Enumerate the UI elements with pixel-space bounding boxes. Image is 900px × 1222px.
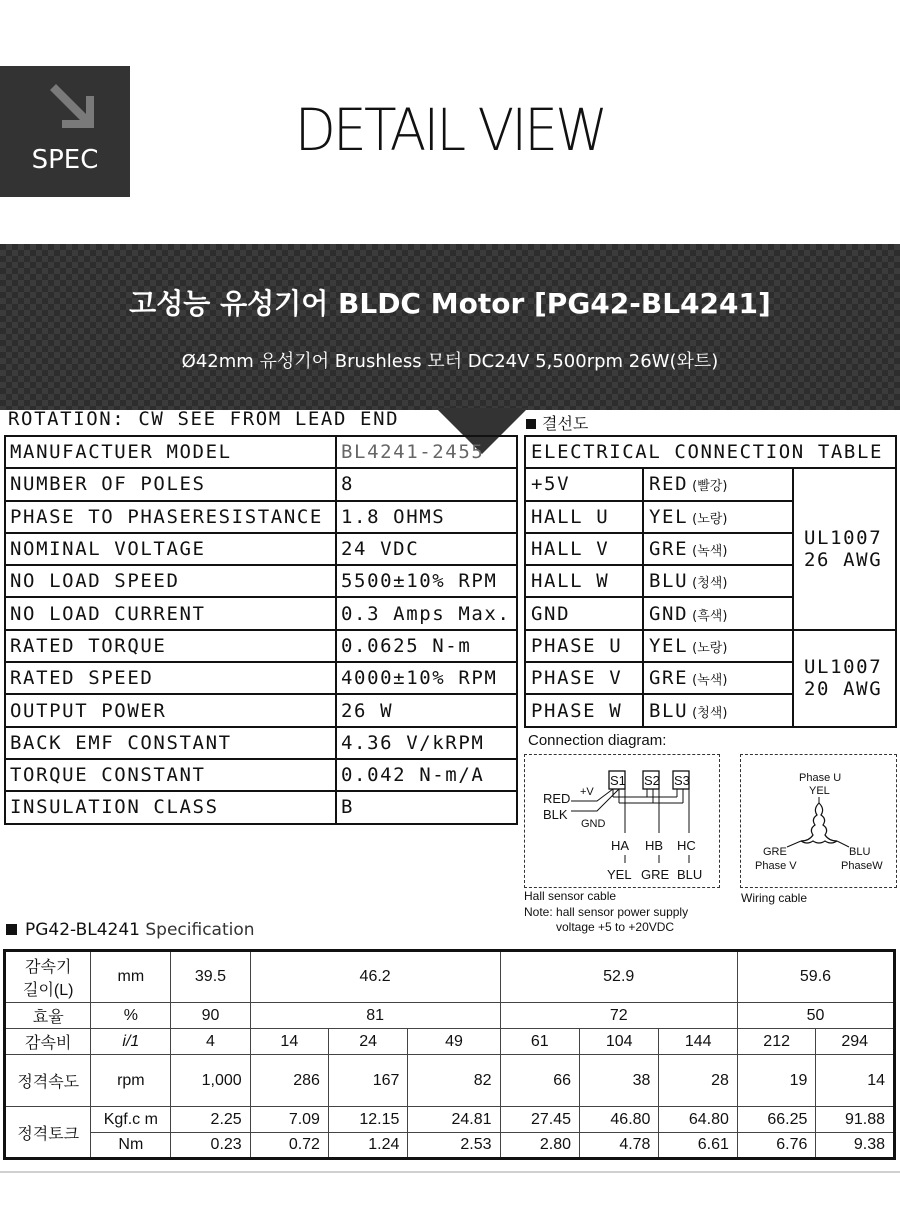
spec-badge-label: SPEC (31, 145, 99, 175)
value-cell: 4.78 (580, 1133, 659, 1159)
gearbox-model: PG42-BL4241 (25, 920, 140, 940)
rotation-note: ROTATION: CW SEE FROM LEAD END (8, 408, 400, 430)
value-cell: 1,000 (171, 1055, 250, 1107)
table-row (5, 1029, 895, 1055)
sensor-s1-label: S1 (610, 773, 626, 788)
connection-heading-text: 결선도 (542, 414, 589, 433)
wire-color-code: GRE (649, 667, 689, 690)
value-cell: 49 (408, 1029, 500, 1055)
phase-u-color: YEL (809, 785, 830, 797)
plus-v-label: +V (580, 786, 594, 798)
value-cell: 28 (659, 1055, 737, 1107)
value-cell: 167 (328, 1055, 407, 1107)
motor-spec-table (4, 435, 518, 825)
wire-color-code: GRE (649, 538, 689, 561)
cable-type: UL1007 (804, 656, 883, 679)
hall-power-note-voltage: voltage +5 to +20VDC (556, 920, 675, 934)
table-row (5, 468, 517, 500)
value-cell: 66 (500, 1055, 579, 1107)
product-banner (0, 244, 900, 410)
row-label-line: 감속기 (25, 959, 72, 976)
hb-label: HB (645, 838, 664, 853)
spec-label: MANUFACTUER MODEL (5, 436, 336, 468)
value-cell: 14 (816, 1055, 895, 1107)
table-row (5, 501, 517, 533)
red-wire-label: RED (543, 791, 571, 806)
value-cell: 52.9 (500, 951, 737, 1003)
spec-value: 4000±10% RPM (336, 662, 517, 694)
gnd-label: GND (581, 818, 606, 830)
spec-label: INSULATION CLASS (5, 791, 336, 823)
unit-cell: i/1 (91, 1029, 171, 1055)
wire-color-korean: (녹색) (692, 544, 728, 560)
spec-label: RATED TORQUE (5, 630, 336, 662)
spec-value: B (336, 791, 517, 823)
banner-title: 고성능 유성기어 BLDC Motor [PG42-BL4241] (129, 287, 771, 320)
cable-spec-phase (793, 630, 896, 727)
spec-label: NO LOAD SPEED (5, 565, 336, 597)
signal-name: PHASE U (525, 630, 643, 662)
gearbox-spec-heading (6, 920, 255, 940)
square-bullet-icon (526, 419, 536, 429)
signal-name: HALL V (525, 533, 643, 565)
table-row (5, 630, 517, 662)
hc-label: HC (677, 838, 696, 853)
table-row (525, 630, 896, 662)
value-cell: 14 (250, 1029, 328, 1055)
value-cell: 4 (171, 1029, 250, 1055)
value-cell: 1.24 (328, 1133, 407, 1159)
table-row (5, 727, 517, 759)
hall-power-note: Note: hall sensor power supply (524, 905, 689, 919)
value-cell: 286 (250, 1055, 328, 1107)
unit-cell: rpm (91, 1055, 171, 1107)
value-cell: 66.25 (737, 1107, 815, 1133)
hall-sensor-diagram (524, 754, 720, 888)
wiring-diagram (740, 754, 897, 888)
wire-color-code: BLU (649, 570, 689, 593)
spec-value: 26 W (336, 694, 517, 726)
wire-color-korean: (청색) (692, 705, 728, 721)
wire-color (643, 468, 793, 500)
value-cell: 212 (737, 1029, 815, 1055)
value-cell: 81 (250, 1003, 500, 1029)
spec-label: TORQUE CONSTANT (5, 759, 336, 791)
value-cell: 6.61 (659, 1133, 737, 1159)
table-row (5, 597, 517, 629)
table-row (5, 759, 517, 791)
blu-wire-label: BLU (677, 867, 703, 882)
row-label-length (5, 951, 91, 1003)
ha-label: HA (611, 838, 630, 853)
spec-value: 24 VDC (336, 533, 517, 565)
wire-color-korean: (노랑) (692, 640, 728, 656)
yel-wire-label: YEL (607, 867, 632, 882)
cable-spec-hall (793, 468, 896, 629)
wire-color-korean: (녹색) (692, 673, 728, 689)
table-row (5, 1133, 895, 1159)
spec-label: NO LOAD CURRENT (5, 597, 336, 629)
value-cell: 104 (580, 1029, 659, 1055)
wire-color (643, 501, 793, 533)
row-label-efficiency: 효율 (5, 1003, 91, 1029)
phase-v-label: Phase V (755, 860, 797, 872)
spec-value: 0.0625 N-m (336, 630, 517, 662)
wire-color-code: YEL (649, 634, 689, 657)
value-cell: 90 (171, 1003, 250, 1029)
value-cell: 12.15 (328, 1107, 407, 1133)
spec-label: PHASE TO PHASERESISTANCE (5, 501, 336, 533)
table-row (5, 1107, 895, 1133)
value-cell: 91.88 (816, 1107, 895, 1133)
table-row (5, 1003, 895, 1029)
unit-cell: Kgf.c m (91, 1107, 171, 1133)
hall-sensor-schematic (525, 755, 721, 889)
gre-wire-label: GRE (641, 867, 670, 882)
signal-name: GND (525, 597, 643, 629)
wire-color (643, 630, 793, 662)
unit-cell: % (91, 1003, 171, 1029)
divider (0, 1171, 900, 1173)
value-cell: 46.2 (250, 951, 500, 1003)
spec-label: NUMBER OF POLES (5, 468, 336, 500)
phase-w-label: PhaseW (841, 860, 883, 872)
table-row (5, 951, 895, 1003)
sensor-s2-label: S2 (644, 773, 660, 788)
spec-value: 1.8 OHMS (336, 501, 517, 533)
value-cell: 9.38 (816, 1133, 895, 1159)
signal-name: PHASE W (525, 694, 643, 726)
phase-v-color: GRE (763, 846, 787, 858)
value-cell: 2.53 (408, 1133, 500, 1159)
spec-label: RATED SPEED (5, 662, 336, 694)
value-cell: 19 (737, 1055, 815, 1107)
page-title: DETAIL VIEW (294, 96, 606, 164)
connection-heading (526, 411, 588, 434)
wire-color (643, 597, 793, 629)
value-cell: 38 (580, 1055, 659, 1107)
value-cell: 0.23 (171, 1133, 250, 1159)
value-cell: 64.80 (659, 1107, 737, 1133)
value-cell: 2.80 (500, 1133, 579, 1159)
spec-label: NOMINAL VOLTAGE (5, 533, 336, 565)
wire-color-code: GND (649, 602, 689, 625)
wire-color-korean: (노랑) (692, 511, 728, 527)
square-bullet-icon (6, 924, 17, 935)
signal-name: HALL W (525, 565, 643, 597)
connection-table-title: ELECTRICAL CONNECTION TABLE (525, 436, 896, 468)
value-cell: 27.45 (500, 1107, 579, 1133)
signal-name: HALL U (525, 501, 643, 533)
value-cell: 144 (659, 1029, 737, 1055)
value-cell: 46.80 (580, 1107, 659, 1133)
wire-color-code: RED (649, 473, 689, 496)
banner-subtitle: Ø42mm 유성기어 Brushless 모터 DC24V 5,500rpm 26W(와트) (181, 351, 719, 372)
gearbox-spec-table (3, 949, 896, 1160)
spec-value: 5500±10% RPM (336, 565, 517, 597)
wiring-schematic (741, 755, 898, 889)
table-row (5, 791, 517, 823)
signal-name: PHASE V (525, 662, 643, 694)
wiring-cable-caption: Wiring cable (741, 891, 808, 905)
table-row (5, 1055, 895, 1107)
value-cell: 0.72 (250, 1133, 328, 1159)
spec-label: OUTPUT POWER (5, 694, 336, 726)
table-row (525, 468, 896, 500)
value-cell: 24 (328, 1029, 407, 1055)
cable-gauge: 20 AWG (804, 678, 883, 701)
wire-color (643, 565, 793, 597)
sensor-s3-label: S3 (674, 773, 690, 788)
wire-color-code: BLU (649, 699, 689, 722)
value-cell: 24.81 (408, 1107, 500, 1133)
gearbox-heading-word: Specification (145, 920, 255, 940)
phase-u-label: Phase U (799, 772, 842, 784)
wire-color (643, 533, 793, 565)
phase-w-color: BLU (849, 846, 871, 858)
spec-label: BACK EMF CONSTANT (5, 727, 336, 759)
electrical-connection-table (524, 435, 897, 728)
hall-cable-caption: Hall sensor cable (524, 889, 617, 903)
spec-value: 0.042 N-m/A (336, 759, 517, 791)
value-cell: 72 (500, 1003, 737, 1029)
table-row (5, 565, 517, 597)
table-header-row (525, 436, 896, 468)
cable-type: UL1007 (804, 527, 883, 550)
spec-value: BL4241-2455 (336, 436, 517, 468)
value-cell: 294 (816, 1029, 895, 1055)
spec-value: 8 (336, 468, 517, 500)
blk-wire-label: BLK (543, 807, 568, 822)
value-cell: 50 (737, 1003, 894, 1029)
signal-name: +5V (525, 468, 643, 500)
wire-color (643, 662, 793, 694)
table-row (5, 694, 517, 726)
value-cell: 6.76 (737, 1133, 815, 1159)
value-cell: 2.25 (171, 1107, 250, 1133)
value-cell: 59.6 (737, 951, 894, 1003)
value-cell: 61 (500, 1029, 579, 1055)
row-label-ratio: 감속비 (5, 1029, 91, 1055)
row-label-speed: 정격속도 (5, 1055, 91, 1107)
table-row (5, 436, 517, 468)
unit-cell: mm (91, 951, 171, 1003)
row-label-line: 길이(L) (22, 982, 74, 999)
row-label-torque: 정격토크 (5, 1107, 91, 1159)
spec-value: 4.36 V/kRPM (336, 727, 517, 759)
table-row (5, 662, 517, 694)
wire-color-korean: (청색) (692, 576, 728, 592)
unit-cell: Nm (91, 1133, 171, 1159)
wire-color-korean: (흑색) (692, 608, 728, 624)
value-cell: 82 (408, 1055, 500, 1107)
wire-color-code: YEL (649, 505, 689, 528)
cable-gauge: 26 AWG (804, 549, 883, 572)
value-cell: 7.09 (250, 1107, 328, 1133)
table-row (5, 533, 517, 565)
wire-color (643, 694, 793, 726)
wire-color-korean: (빨강) (692, 479, 728, 495)
value-cell: 39.5 (171, 951, 250, 1003)
spec-value: 0.3 Amps Max. (336, 597, 517, 629)
connection-diagram-label: Connection diagram: (528, 732, 667, 749)
